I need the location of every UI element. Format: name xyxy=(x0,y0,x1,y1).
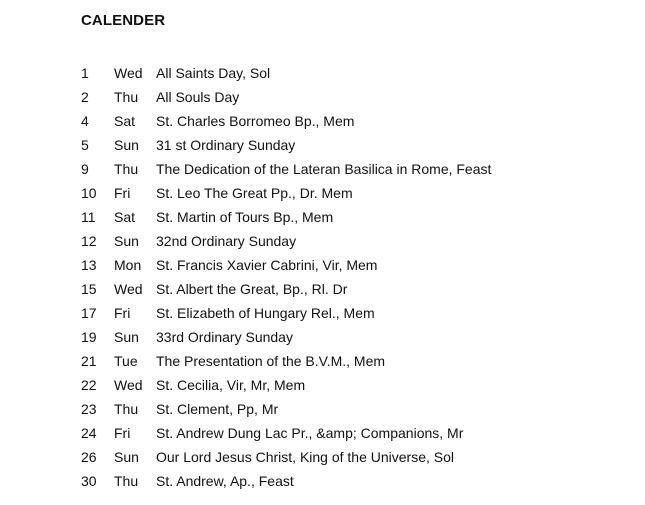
day-number: 12 xyxy=(81,233,97,249)
day-number: 23 xyxy=(81,401,97,417)
day-number: 22 xyxy=(81,377,97,393)
list-item xyxy=(81,205,491,229)
day-number: 11 xyxy=(81,209,96,225)
weekday: Wed xyxy=(114,281,143,297)
weekday: Tue xyxy=(114,353,138,369)
list-item xyxy=(81,421,491,445)
weekday: Sat xyxy=(114,209,136,225)
day-number: 4 xyxy=(81,113,89,129)
weekday: Wed xyxy=(114,377,143,393)
weekday: Fri xyxy=(114,425,131,441)
day-number: 26 xyxy=(81,449,97,465)
list-item xyxy=(81,157,491,181)
day-number: 24 xyxy=(81,425,97,441)
event-name: 33rd Ordinary Sunday xyxy=(156,329,293,345)
event-name: St. Albert the Great, Bp., Rl. Dr xyxy=(156,281,348,297)
event-name: St. Leo The Great Pp., Dr. Mem xyxy=(156,185,353,201)
event-name: Our Lord Jesus Christ, King of the Universe, Sol xyxy=(156,449,455,465)
event-name: St. Clement, Pp, Mr xyxy=(156,401,279,417)
list-item xyxy=(81,61,491,85)
weekday: Thu xyxy=(114,161,139,177)
event-name: St. Elizabeth of Hungary Rel., Mem xyxy=(156,305,375,321)
weekday: Mon xyxy=(114,257,142,273)
calendar-list xyxy=(81,61,491,493)
day-number: 15 xyxy=(81,281,97,297)
list-item xyxy=(81,133,491,157)
list-item xyxy=(81,109,491,133)
day-number: 19 xyxy=(81,329,97,345)
event-name: St. Charles Borromeo Bp., Mem xyxy=(156,113,355,129)
event-name: St. Andrew Dung Lac Pr., &amp; Companions, Mr xyxy=(156,425,464,441)
event-name: 31 st Ordinary Sunday xyxy=(156,137,296,153)
list-item xyxy=(81,277,491,301)
day-number: 2 xyxy=(81,89,89,105)
event-name: St. Martin of Tours Bp., Mem xyxy=(156,209,334,225)
day-number: 5 xyxy=(81,137,89,153)
list-item xyxy=(81,469,491,493)
list-item xyxy=(81,253,491,277)
list-item xyxy=(81,373,491,397)
weekday: Sun xyxy=(114,233,139,249)
event-name: The Presentation of the B.V.M., Mem xyxy=(156,353,386,369)
weekday: Thu xyxy=(114,89,139,105)
list-item xyxy=(81,445,491,469)
day-number: 30 xyxy=(81,473,97,489)
weekday: Fri xyxy=(114,305,131,321)
weekday: Wed xyxy=(114,65,143,81)
weekday: Sat xyxy=(114,113,136,129)
event-name: 32nd Ordinary Sunday xyxy=(156,233,297,249)
weekday: Thu xyxy=(114,401,139,417)
list-item xyxy=(81,301,491,325)
list-item xyxy=(81,397,491,421)
day-number: 17 xyxy=(81,305,97,321)
day-number: 9 xyxy=(81,161,89,177)
event-name: St. Francis Xavier Cabrini, Vir, Mem xyxy=(156,257,378,273)
weekday: Sun xyxy=(114,329,139,345)
list-item xyxy=(81,349,491,373)
page-title: CALENDER xyxy=(81,12,166,29)
weekday: Fri xyxy=(114,185,131,201)
event-name: All Saints Day, Sol xyxy=(156,65,271,81)
weekday: Sun xyxy=(114,137,139,153)
day-number: 13 xyxy=(81,257,97,273)
event-name: All Souls Day xyxy=(156,89,240,105)
list-item xyxy=(81,85,491,109)
event-name: St. Cecilia, Vir, Mr, Mem xyxy=(156,377,306,393)
day-number: 10 xyxy=(81,185,97,201)
list-item xyxy=(81,181,491,205)
event-name: St. Andrew, Ap., Feast xyxy=(156,473,294,489)
day-number: 1 xyxy=(81,65,89,81)
weekday: Sun xyxy=(114,449,139,465)
weekday: Thu xyxy=(114,473,139,489)
event-name: The Dedication of the Lateran Basilica in Rome, Feast xyxy=(156,161,492,177)
list-item xyxy=(81,325,491,349)
list-item xyxy=(81,229,491,253)
day-number: 21 xyxy=(81,353,97,369)
